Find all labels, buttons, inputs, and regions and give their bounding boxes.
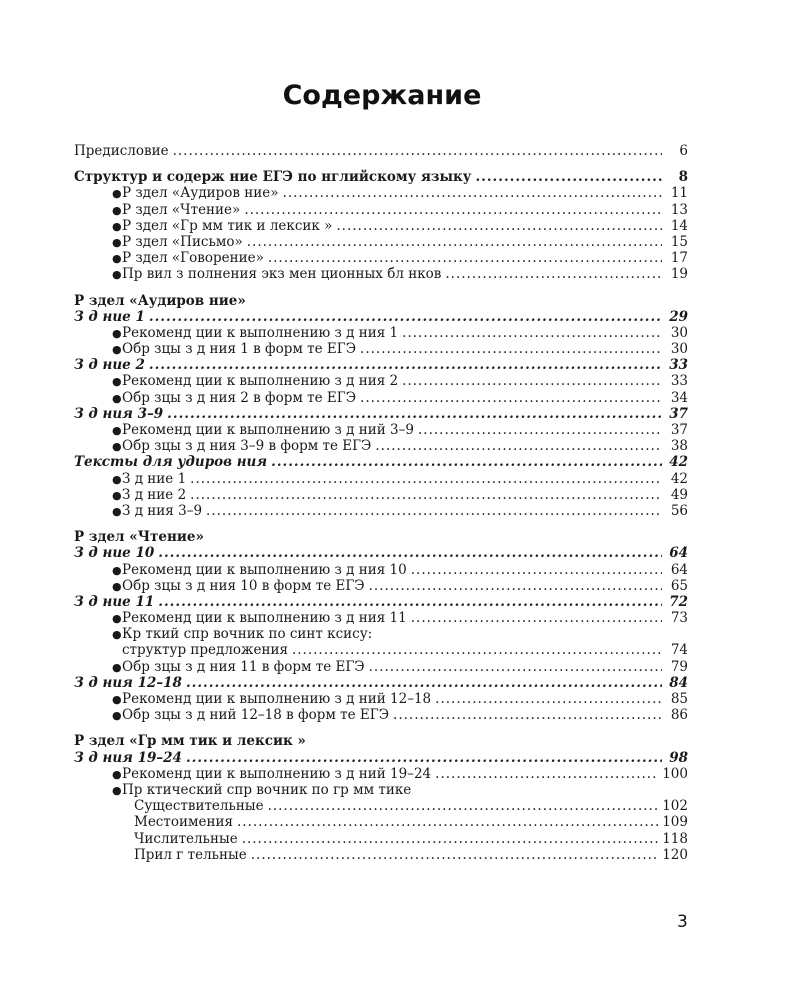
toc-entry: ●Обр зцы з д ния 11 в форм те ЕГЭ ..... 79: [74, 659, 688, 675]
toc-entry: ●Рекоменд ции к выполнению з д ний 19–24 ..... 100: [74, 766, 688, 782]
toc-entry: ●Рекоменд ции к выполнению з д ния 2 ..... 33: [74, 373, 688, 389]
toc-entry: З д ние 2 ..... 33: [74, 357, 688, 373]
toc-entry: ●Р здел «Письмо» ..... 15: [74, 234, 688, 250]
bullet-icon: ●: [112, 391, 122, 405]
toc-entry: Прил г тельные ..... 120: [74, 847, 688, 863]
toc-entry: ●Р здел «Говорение» ..... 17: [74, 250, 688, 266]
bullet-icon: ●: [112, 203, 122, 217]
bullet-icon: ●: [112, 343, 122, 357]
toc-entry: ●З д ния 3–9 ..... 56: [74, 503, 688, 519]
toc-entry: ●Р здел «Гр мм тик и лексик » ..... 14: [74, 218, 688, 234]
toc-entry: ●Обр зцы з д ния 10 в форм те ЕГЭ ..... 65: [74, 578, 688, 594]
bullet-icon: ●: [112, 252, 122, 266]
toc-entry: З д ния 12–18 ..... 84: [74, 675, 688, 691]
bullet-icon: ●: [112, 235, 122, 249]
bullet-icon: ●: [112, 709, 122, 723]
toc-entry: Существительные ..... 102: [74, 798, 688, 814]
toc-entry: ●Р здел «Чтение» ..... 13: [74, 202, 688, 218]
bullet-icon: ●: [112, 660, 122, 674]
bullet-icon: ●: [112, 375, 122, 389]
toc-entry: ●Обр зцы з д ния 3–9 в форм те ЕГЭ ..... 38: [74, 438, 688, 454]
toc-entry: З д ние 11 ..... 72: [74, 594, 688, 610]
bullet-icon: ●: [112, 268, 122, 282]
bullet-icon: ●: [112, 424, 122, 437]
toc-entry: Местоимения ..... 109: [74, 814, 688, 830]
toc-entry: ●З д ние 2 ..... 49: [74, 487, 688, 503]
toc-entry: З д ния 3–9 ..... 37: [74, 406, 688, 422]
toc-entry: ●Обр зцы з д ний 12–18 в форм те ЕГЭ ..... 86: [74, 707, 688, 723]
bullet-icon: ●: [112, 612, 122, 626]
bullet-icon: ●: [112, 440, 122, 454]
bullet-icon: ●: [112, 219, 122, 233]
page-number: 3: [677, 912, 688, 932]
toc-entry: ●Пр вил з полнения экз мен ционных бл нков ..... 19: [74, 266, 688, 282]
toc-entry: структур предложения ..... 74: [74, 642, 688, 658]
toc-entry: ●З д ние 1 ..... 42: [74, 471, 688, 487]
toc-entry: ●Рекоменд ции к выполнению з д ния 1 ..... 30: [74, 325, 688, 341]
toc-entry: ●Рекоменд ции к выполнению з д ния 11 ..... 73: [74, 610, 688, 626]
bullet-icon: ●: [112, 187, 122, 201]
toc-entry: ●Рекоменд ции к выполнению з д ний 12–18 ..... 85: [74, 691, 688, 707]
toc-entry: З д ния 19–24 ..... 98: [74, 750, 688, 766]
bullet-icon: ●: [112, 628, 122, 642]
toc-entry: Числительные ..... 118: [74, 831, 688, 847]
bullet-icon: ●: [112, 472, 122, 486]
toc-entry: ●Обр зцы з д ния 1 в форм те ЕГЭ ..... 30: [74, 341, 688, 357]
toc-section-heading: Р здел «Гр мм тик и лексик »: [74, 733, 306, 750]
toc-entry: Предисловие ..... 6: [74, 143, 688, 159]
toc-entry: ●Рекоменд ции к выполнению з д ния 10 ..... 64: [74, 562, 688, 578]
toc-entry: ●Рекоменд ции к выполнению з д ний 3–9 ..... 37: [74, 422, 688, 438]
toc-entry: ●Р здел «Аудиров ние» ..... 11: [74, 185, 688, 201]
toc-entry: Структур и содерж ние ЕГЭ по нглийскому языку ..... 8: [74, 169, 688, 185]
bullet-icon: ●: [112, 767, 122, 781]
toc-entry: З д ние 1 ..... 29: [74, 309, 688, 325]
table-of-contents: [74, 143, 688, 863]
toc-section-heading: Р здел «Чтение»: [74, 529, 204, 546]
toc-entry: Тексты для удиров ния ..... 42: [74, 454, 688, 470]
bullet-icon: ●: [112, 504, 122, 518]
toc-entry: ●Пр ктический спр вочник по гр мм тике: [112, 781, 412, 798]
bullet-icon: ●: [112, 783, 122, 797]
bullet-icon: ●: [112, 563, 122, 577]
bullet-icon: ●: [112, 488, 122, 502]
toc-section-heading: Р здел «Аудиров ние»: [74, 292, 246, 309]
bullet-icon: ●: [112, 326, 122, 340]
toc-entry: ●Кр ткий спр вочник по синт ксису:: [112, 626, 373, 643]
toc-entry: З д ние 10 ..... 64: [74, 545, 688, 561]
page-title: Содержание: [282, 80, 482, 111]
bullet-icon: ●: [112, 579, 122, 593]
toc-entry: ●Обр зцы з д ния 2 в форм те ЕГЭ ..... 34: [74, 390, 688, 406]
bullet-icon: ●: [112, 693, 122, 706]
